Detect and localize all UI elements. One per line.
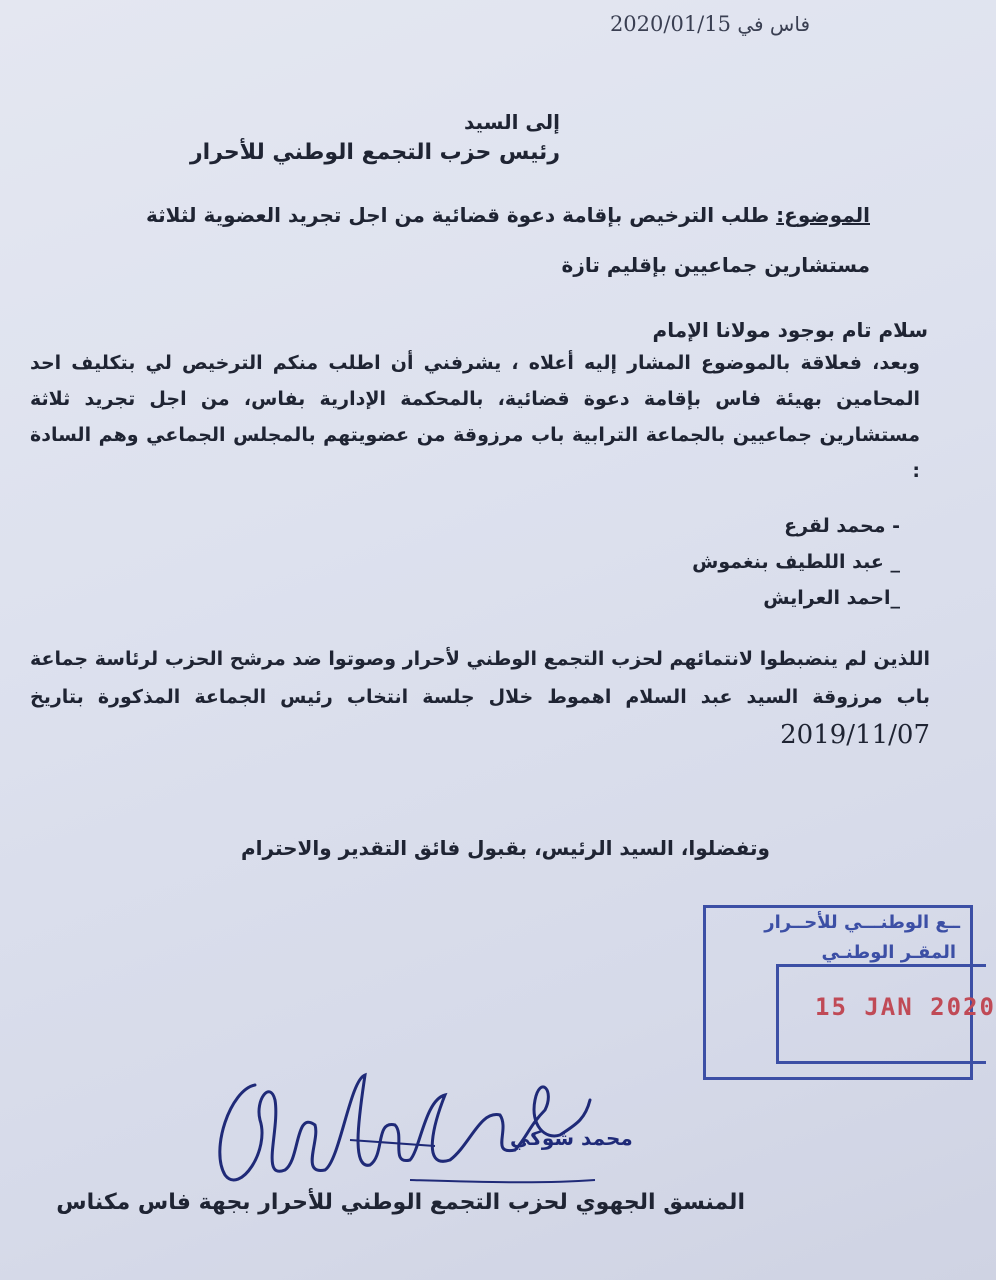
closing-line: وتفضلوا، السيد الرئيس، بقبول فائق التقدير والاحترام: [240, 836, 770, 860]
signature-mark: [200, 1040, 600, 1210]
paragraph-2-date: 2019/11/07: [780, 720, 930, 750]
date-place: فاس في: [737, 12, 810, 36]
stamp-line-2: المقـر الوطنـي: [821, 942, 956, 963]
stamp-date-box: [776, 964, 996, 1064]
greeting: سلام تام بوجود مولانا الإمام: [652, 318, 928, 342]
stamp-date: 15 JAN 2020: [815, 993, 996, 1021]
subject-label: الموضوع:: [776, 203, 870, 227]
paragraph-1-text: وبعد، فعلاقة بالموضوع المشار إليه أعلاه ، يشرفني أن اطلب منكم الترخيص لي بتكليف احد المحامين بهيئة فاس بإقامة دعوة قضائية، بالمحكمة الإدارية بفاس، من اجل تجريد ثلاثة مستشارين جماعيين بالجماعة الترابية باب مرزوقة من عضويتهم بالمجلس الجماعي وهم السادة :: [30, 352, 920, 482]
list-item: - محمد لقرع: [784, 515, 900, 537]
addressee-line-1: إلى السيد: [464, 110, 560, 134]
list-item: _احمد العرايش: [763, 587, 900, 609]
body-paragraph-2: [30, 640, 930, 756]
signer-title: المنسق الجهوي لحزب التجمع الوطني للأحرار بجهة فاس مكناس: [56, 1190, 745, 1215]
addressee-line-2: رئيس حزب التجمع الوطني للأحرار: [190, 140, 560, 165]
names-list: [692, 508, 900, 616]
subject-text: طلب الترخيص بإقامة دعوة قضائية من اجل تجريد العضوية لثلاثة مستشارين جماعيين بإقليم تازة: [146, 203, 870, 277]
date-value: 2020/01/15: [609, 12, 731, 36]
list-item: _ عبد اللطيف بنغموش: [692, 551, 900, 573]
subject-block: [110, 190, 870, 290]
body-paragraph-1: [30, 345, 920, 489]
official-stamp: [703, 905, 996, 1080]
paragraph-2-text: اللذين لم ينضبطوا لانتمائهم لحزب التجمع الوطني لأحرار وصوتوا ضد مرشح الحزب لرئاسة جماعة باب مرزوقة السيد عبد السلام اهموط خلال جلسة انتخاب رئيس الجماعة المذكورة بتاريخ: [30, 648, 930, 708]
letter-date: [610, 12, 810, 36]
signer-name: محمد شوكي: [510, 1126, 633, 1150]
stamp-line-1: ــع الوطنـــي للأحــرار: [764, 912, 960, 933]
